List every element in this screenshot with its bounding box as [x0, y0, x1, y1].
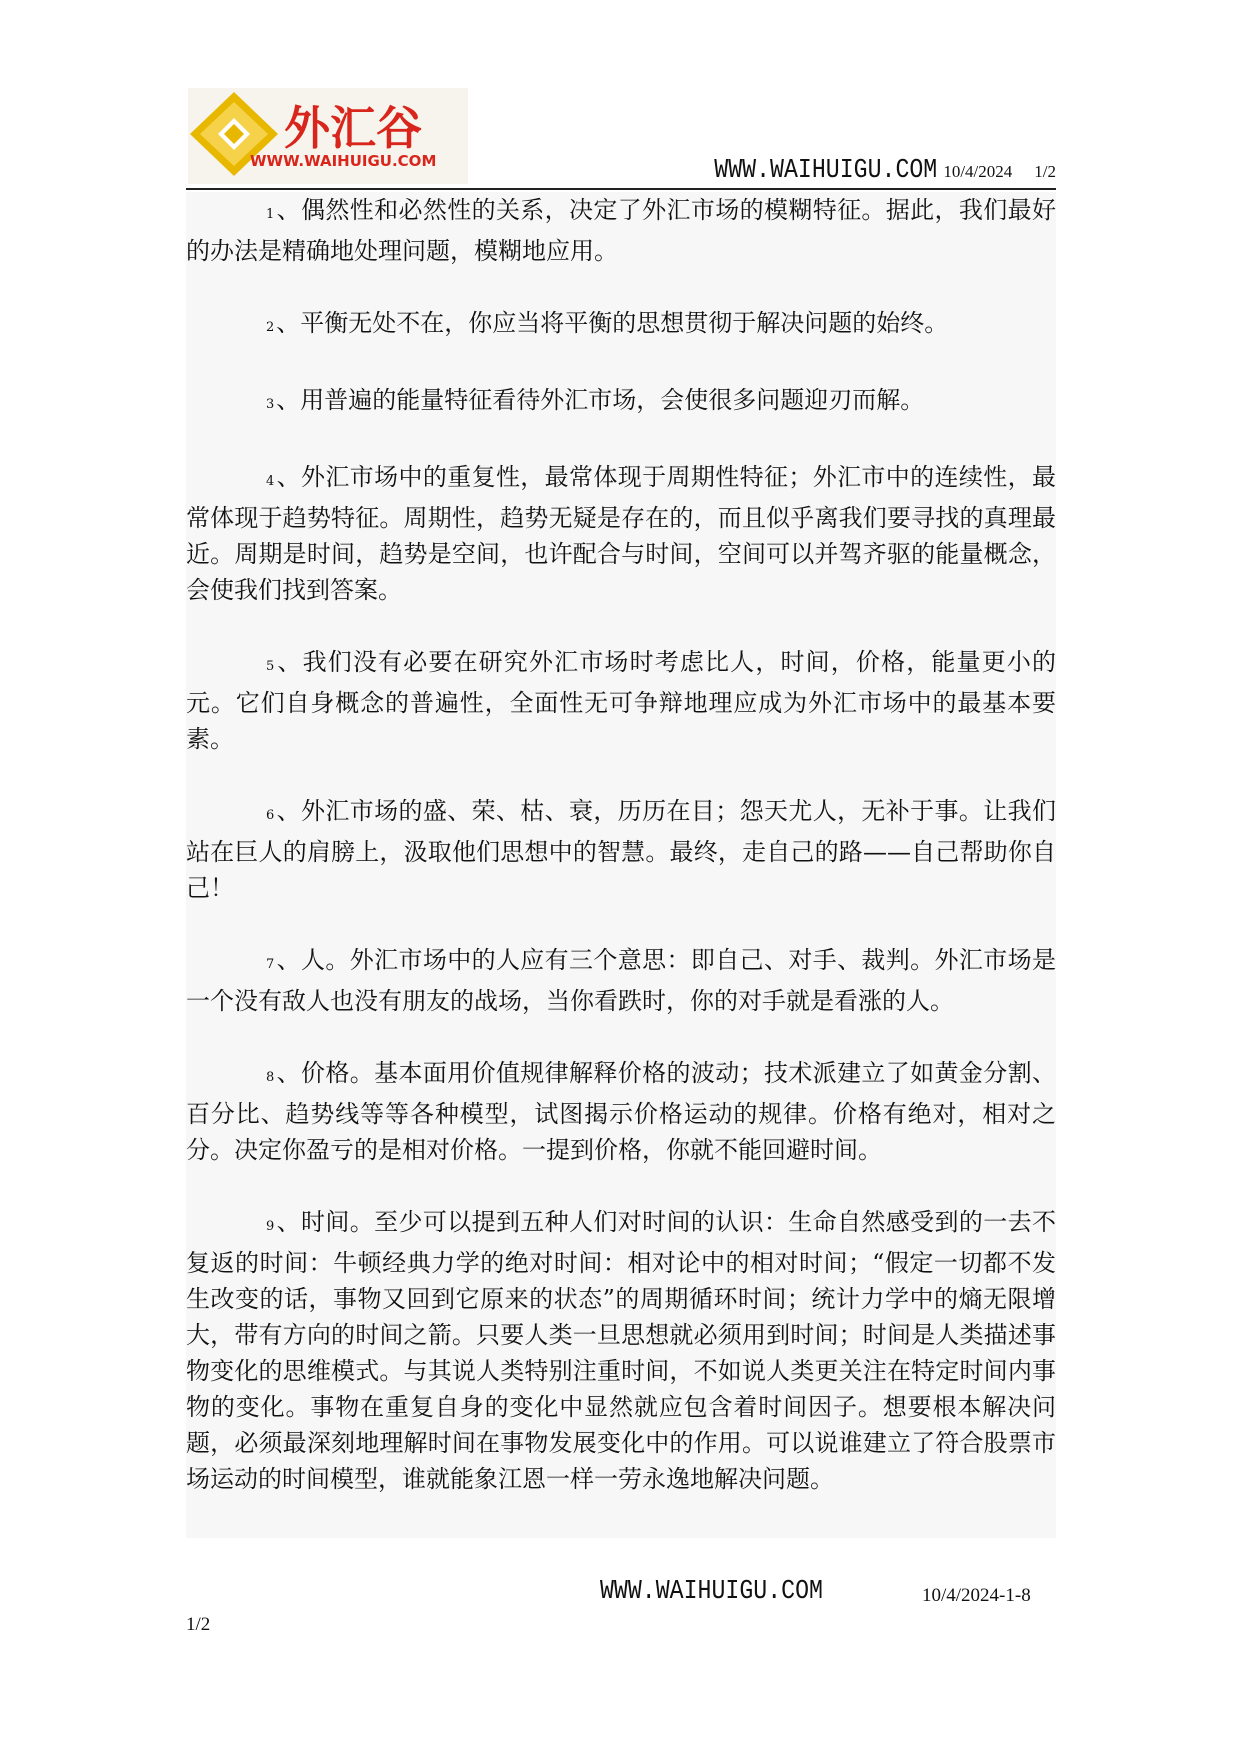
paragraph: 4、外汇市场中的重复性，最常体现于周期性特征；外汇市中的连续性，最常体现于趋势特征。周期性，趋势无疑是存在的，而且似乎离我们要寻找的真理最近。周期是时间，趋势是空间，也许配合与时间，空间可以并驾齐驱的能量概念，会使我们找到答案。: [186, 463, 1056, 604]
logo-url-text: WWW.WAIHUIGU.COM: [250, 152, 437, 170]
page-footer: [600, 1577, 1031, 1607]
paragraph: 6、外汇市场的盛、荣、枯、衰，历历在目；怨天尤人，无补于事。让我们站在巨人的肩膀上，汲取他们思想中的智慧。最终，走自己的路——自己帮助你自己！: [186, 797, 1056, 902]
paragraph: 3、用普遍的能量特征看待外汇市场，会使很多问题迎刃而解。: [266, 386, 925, 414]
header-page-number: 1/2: [1034, 162, 1056, 181]
paragraph: 7、人。外汇市场中的人应有三个意思：即自己、对手、裁判。外汇市场是一个没有敌人也没有朋友的战场，当你看跌时，你的对手就是看涨的人。: [186, 946, 1056, 1015]
footer-page-number: 1/2: [186, 1614, 211, 1635]
paragraph: 2、平衡无处不在，你应当将平衡的思想贯彻于解决问题的始终。: [266, 309, 949, 337]
site-logo: [188, 88, 468, 184]
logo-chinese-text: 外汇谷: [284, 101, 422, 155]
header-site: WWW.WAIHUIGU.COM: [714, 156, 938, 186]
header-date: 10/4/2024: [943, 162, 1013, 181]
paragraph: 9、时间。至少可以提到五种人们对时间的认识：生命自然感受到的一去不复返的时间：牛顿经典力学的绝对时间：相对论中的相对时间；“假定一切都不发生改变的话，事物又回到它原来的状态”的周期循环时间；统计力学中的熵无限增大，带有方向的时间之箭。只要人类一旦思想就必须用到时间；时间是人类描述事物变化的思维模式。与其说人类特别注重时间，不如说人类更关注在特定时间内事物的变化。事物在重复自身的变化中显然就应包含着时间因子。想要根本解决问题，必须最深刻地理解时间在事物发展变化中的作用。可以说谁建立了符合股票市场运动的时间模型，谁就能象江恩一样一劳永逸地解决问题。: [186, 1208, 1056, 1493]
paragraph: [186, 1533, 1056, 1538]
paragraph: 5、我们没有必要在研究外汇市场时考虑比人，时间，价格，能量更小的元。它们自身概念的普遍性，全面性无可争辩地理应成为外汇市场中的最基本要素。: [186, 648, 1056, 753]
footer-site: WWW.WAIHUIGU.COM: [600, 1577, 823, 1607]
document-body: [186, 192, 1056, 1538]
page-header: [678, 156, 1056, 186]
header-divider: [186, 188, 1056, 190]
paragraph: 1、偶然性和必然性的关系，决定了外汇市场的模糊特征。据此，我们最好的办法是精确地处理问题，模糊地应用。: [186, 196, 1056, 265]
paragraph: 8、价格。基本面用价值规律解释价格的波动；技术派建立了如黄金分割、百分比、趋势线等等各种模型，试图揭示价格运动的规律。价格有绝对，相对之分。决定你盈亏的是相对价格。一提到价格，你就不能回避时间。: [186, 1059, 1056, 1164]
footer-date: 10/4/2024-1-8: [922, 1585, 1031, 1606]
